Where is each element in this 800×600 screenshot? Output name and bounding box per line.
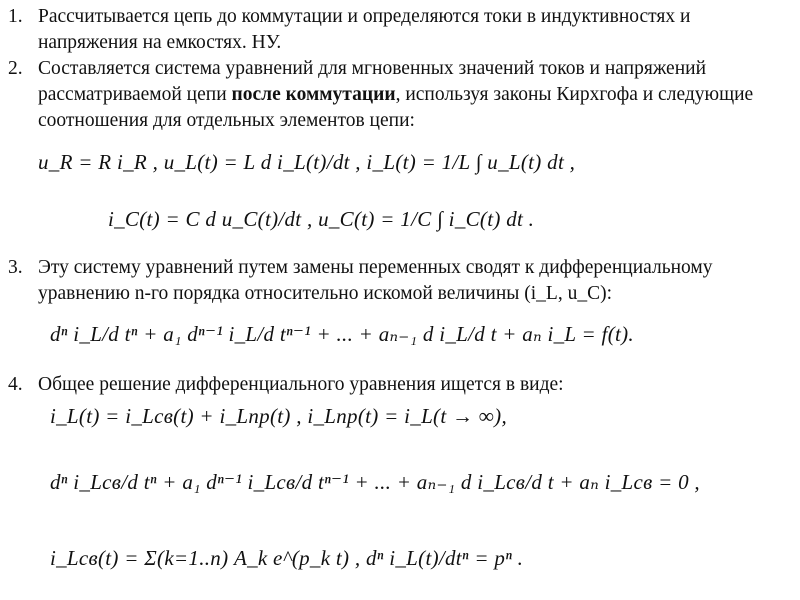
step-3-text-part: Эту систему уравнений путем замены переменных сводят к дифференциальному уравнению n-го порядка относительно искомой величины (i_L, u_C): — [38, 257, 713, 304]
step-4 — [8, 372, 792, 398]
step-1-number: 1. — [8, 6, 23, 27]
step-2-text-bold: после коммутации — [231, 84, 396, 105]
equation-5: dⁿ i_Lсв/d tⁿ + a₁ dⁿ⁻¹ i_Lсв/d tⁿ⁻¹ + ... + aₙ₋₁ d i_Lсв/d t + aₙ i_Lсв = 0 , — [50, 470, 700, 494]
step-4-text — [38, 372, 792, 398]
step-1-text-part: Рассчитывается цепь до коммутации и определяются токи в индуктивностях и напряжения на емкостях. НУ. — [38, 6, 691, 53]
equation-6: i_Lсв(t) = Σ(k=1..n) A_k e^(p_k t) , dⁿ i_L(t)/dtⁿ = pⁿ . — [50, 546, 524, 570]
step-2 — [8, 56, 792, 134]
step-1 — [8, 4, 792, 56]
step-3 — [8, 255, 792, 307]
step-4-number: 4. — [8, 374, 23, 395]
step-3-number: 3. — [8, 257, 23, 278]
step-2-text-before: Составляется система уравнений для мгновенных значений токов и напряжений рассматриваемой цепи — [38, 58, 706, 105]
step-2-text-after: , используя законы Кирхгофа и следующие соотношения для отдельных элементов цепи: — [38, 84, 754, 131]
equation-2: i_C(t) = C d u_C(t)/dt , u_C(t) = 1/C ∫ i_C(t) dt . — [108, 207, 535, 231]
equation-4: i_L(t) = i_Lсв(t) + i_Lпр(t) , i_Lпр(t) = i_L(t → ∞), — [50, 404, 507, 428]
step-1-text — [38, 4, 792, 56]
equation-3: dⁿ i_L/d tⁿ + a₁ dⁿ⁻¹ i_L/d tⁿ⁻¹ + ... + aₙ₋₁ d i_L/d t + aₙ i_L = f(t). — [50, 322, 634, 346]
equation-1: u_R = R i_R , u_L(t) = L d i_L(t)/dt , i_L(t) = 1/L ∫ u_L(t) dt , — [38, 150, 576, 174]
step-4-text-part: Общее решение дифференциального уравнения ищется в виде: — [38, 374, 564, 395]
step-2-text — [38, 56, 792, 134]
step-3-text — [38, 255, 792, 307]
step-2-number: 2. — [8, 58, 23, 79]
